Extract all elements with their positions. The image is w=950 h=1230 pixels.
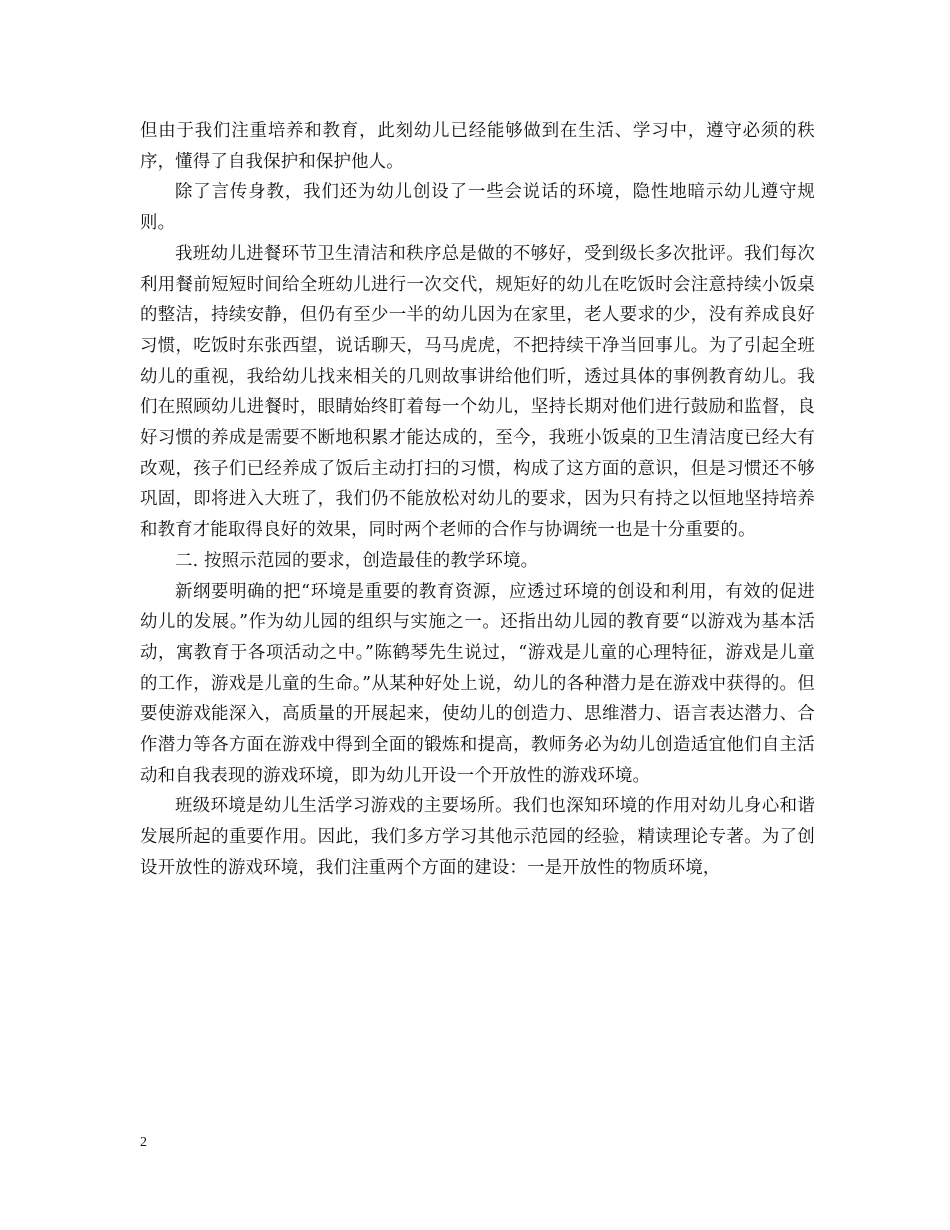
paragraph-class-environment: 班级环境是幼儿生活学习游戏的主要场所。我们也深知环境的作用对幼儿身心和谐发展所起的重要作用。因此，我们多方学习其他示范园的经验，精读理论专著。为了创设开放性的游戏环境，我们注重两个方面的建设：一是开放性的物质环境，: [140, 796, 815, 878]
paragraph-game-environment: 新纲要明确的把“环境是重要的教育资源，应透过环境的创设和利用，有效的促进幼儿的发展。”作为幼儿园的组织与实施之一。还指出幼儿园的教育要“以游戏为基本活动，寓教育于各项活动之中。”陈鹤琴先生说过，“游戏是儿童的心理特征，游戏是儿童的工作，游戏是儿童的生命。”从某种好处上说，幼儿的各种潜力是在游戏中获得的。但要使游戏能深入，高质量的开展起来，使幼儿的创造力、思维潜力、语言表达潜力、合作潜力等各方面在游戏中得到全面的锻炼和提高，教师务必为幼儿创造适宜他们自主活动和自我表现的游戏环境，即为幼儿开设一个开放性的游戏环境。: [140, 581, 815, 786]
page-number: 2: [140, 1135, 147, 1150]
paragraph-environment-intro: 除了言传身教，我们还为幼儿创设了一些会说话的环境，隐性地暗示幼儿遵守规则。: [140, 182, 815, 234]
paragraph-dining-habits: 我班幼儿进餐环节卫生清洁和秩序总是做的不够好，受到级长多次批评。我们每次利用餐前短短时间给全班幼儿进行一次交代，规矩好的幼儿在吃饭时会注意持续小饭桌的整洁，持续安静，但仍有至少一半的幼儿因为在家里，老人要求的少，没有养成良好习惯，吃饭时东张西望，说话聊天，马马虎虎，不把持续干净当回事儿。为了引起全班幼儿的重视，我给幼儿找来相关的几则故事讲给他们听，透过具体的事例教育幼儿。我们在照顾幼儿进餐时，眼睛始终盯着每一个幼儿，坚持长期对他们进行鼓励和监督，良好习惯的养成是需要不断地积累才能达成的，至今，我班小饭桌的卫生清洁度已经大有改观，孩子们已经养成了饭后主动打扫的习惯，构成了这方面的意识，但是习惯还不够巩固，即将进入大班了，我们仍不能放松对幼儿的要求，因为只有持之以恒地坚持培养和教育才能取得良好的效果，同时两个老师的合作与协调统一也是十分重要的。: [140, 243, 815, 541]
document-body: [140, 116, 815, 884]
paragraph-continuation: 但由于我们注重培养和教育，此刻幼儿已经能够做到在生活、学习中，遵守必须的秩序，懂得了自我保护和保护他人。: [140, 121, 815, 172]
section-heading-teaching-environment: 二. 按照示范园的要求，创造最佳的教学环境。: [175, 550, 539, 571]
